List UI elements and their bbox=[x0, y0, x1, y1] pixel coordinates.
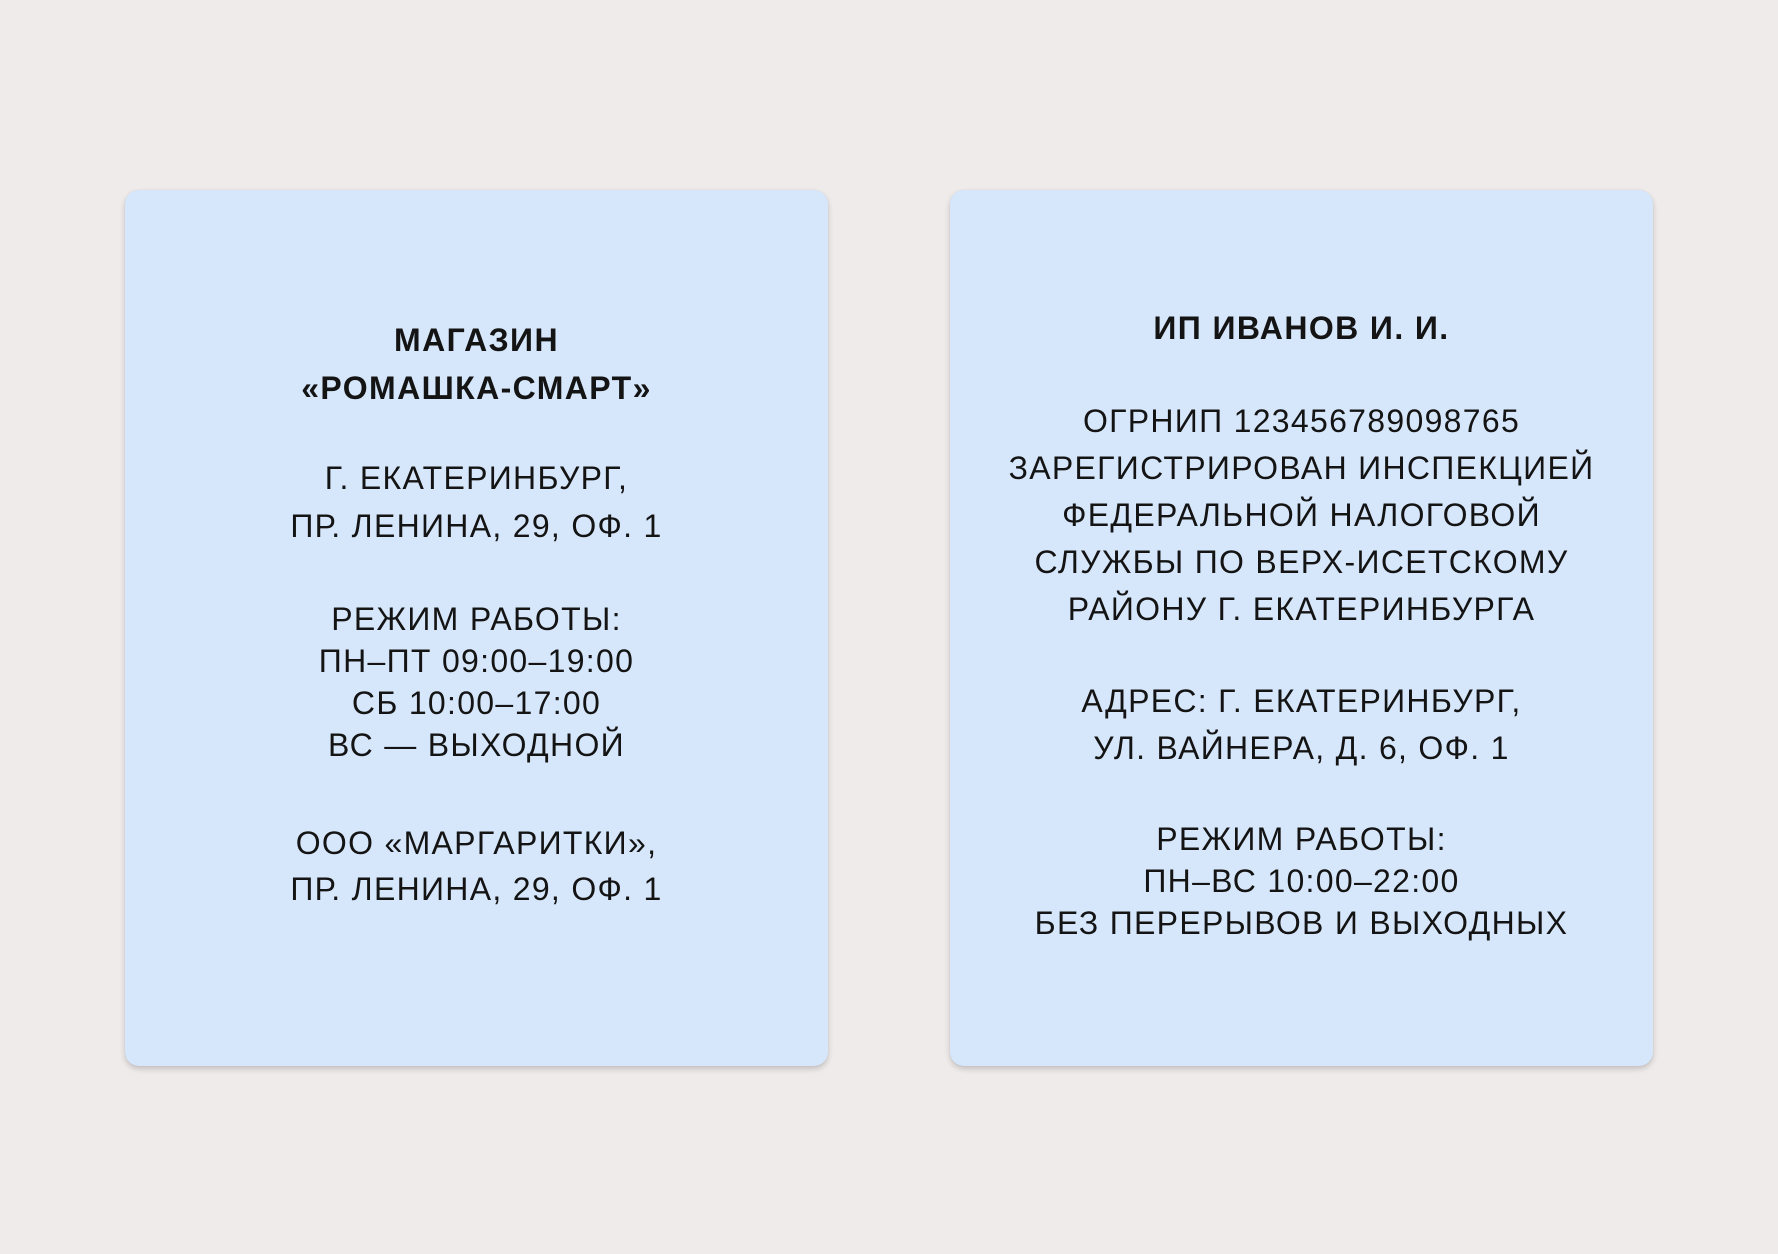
store-legal-line: ПР. ЛЕНИНА, 29, ОФ. 1 bbox=[290, 871, 663, 907]
store-hours-line: РЕЖИМ РАБОТЫ: bbox=[331, 601, 622, 637]
store-hours-line: ВС — ВЫХОДНОЙ bbox=[328, 727, 625, 763]
registration-line: ЗАРЕГИСТРИРОВАН ИНСПЕКЦИЕЙ bbox=[1008, 450, 1595, 486]
registration-line: ОГРНИП 123456789098765 bbox=[1082, 403, 1521, 439]
store-legal-entity bbox=[125, 820, 828, 912]
entrepreneur-hours-line: РЕЖИМ РАБОТЫ: bbox=[1156, 821, 1447, 857]
store-hours-line: ПН–ПТ 09:00–19:00 bbox=[318, 643, 635, 679]
store-opening-hours bbox=[125, 598, 828, 766]
store-sign-card bbox=[125, 190, 828, 1066]
entrepreneur-opening-hours bbox=[950, 818, 1653, 944]
entrepreneur-sign-content bbox=[950, 304, 1653, 944]
store-hours-line: СБ 10:00–17:00 bbox=[351, 685, 602, 721]
entrepreneur-hours-line: ПН–ВС 10:00–22:00 bbox=[1143, 863, 1460, 899]
entrepreneur-hours-line: БЕЗ ПЕРЕРЫВОВ И ВЫХОДНЫХ bbox=[1034, 905, 1569, 941]
store-legal-line: ООО «МАРГАРИТКИ», bbox=[295, 825, 658, 861]
store-sign-content bbox=[125, 316, 828, 912]
entrepreneur-address-line: АДРЕС: Г. ЕКАТЕРИНБУРГ, bbox=[1081, 683, 1522, 719]
entrepreneur-sign-card bbox=[950, 190, 1653, 1066]
entrepreneur-registration bbox=[950, 398, 1653, 633]
registration-line: РАЙОНУ Г. ЕКАТЕРИНБУРГА bbox=[1067, 591, 1536, 627]
entrepreneur-title-line: ИП ИВАНОВ И. И. bbox=[1153, 310, 1450, 346]
entrepreneur-address-line: УЛ. ВАЙНЕРА, Д. 6, ОФ. 1 bbox=[1093, 730, 1510, 766]
store-title-line: «РОМАШКА-СМАРТ» bbox=[301, 370, 652, 406]
registration-line: ФЕДЕРАЛЬНОЙ НАЛОГОВОЙ bbox=[1062, 497, 1541, 533]
store-address-line: Г. ЕКАТЕРИНБУРГ, bbox=[324, 460, 629, 496]
store-title bbox=[125, 316, 828, 412]
store-address bbox=[125, 454, 828, 550]
store-address-line: ПР. ЛЕНИНА, 29, ОФ. 1 bbox=[290, 508, 663, 544]
store-title-line: МАГАЗИН bbox=[394, 322, 559, 358]
entrepreneur-address bbox=[950, 678, 1653, 772]
registration-line: СЛУЖБЫ ПО ВЕРХ-ИСЕТСКОМУ bbox=[1034, 544, 1569, 580]
entrepreneur-title bbox=[950, 304, 1653, 352]
